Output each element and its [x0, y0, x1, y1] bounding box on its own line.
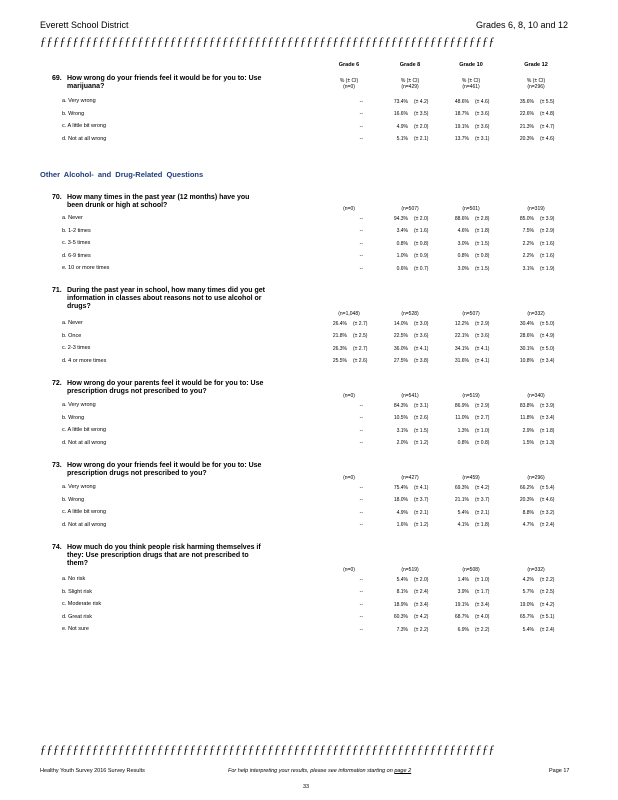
percent-value: 68.7% — [454, 614, 469, 620]
confidence-interval: (± 0.8) — [475, 440, 490, 446]
percent-value: 2.2% — [522, 240, 534, 247]
percent-value: 22.1% — [454, 333, 469, 339]
answer-option: d. 6-9 times — [62, 252, 91, 259]
sample-size: (n=519) — [462, 393, 480, 399]
sample-size: (n=501) — [462, 206, 480, 212]
percent-value: 1.4% — [457, 576, 469, 583]
confidence-interval: (± 4.8) — [540, 111, 555, 117]
sample-size: (n=332) — [527, 311, 545, 317]
answer-option: b. Wrong — [62, 496, 85, 503]
confidence-interval: (± 2.8) — [475, 215, 490, 222]
confidence-interval: (± 2.2) — [540, 576, 555, 583]
question-number: 69. — [52, 75, 62, 82]
percent-value: 5.4% — [396, 576, 408, 583]
percent-value: 18.0% — [393, 497, 408, 503]
percent-value: 6.9% — [457, 626, 469, 633]
confidence-interval: (± 1.8) — [540, 427, 555, 434]
confidence-interval: (± 2.4) — [540, 626, 555, 633]
confidence-interval: (± 2.9) — [475, 402, 490, 409]
percent-value: 0.8% — [457, 440, 469, 446]
percent-value: 25.5% — [332, 358, 347, 364]
percent-value: 1.3% — [457, 427, 469, 434]
grade-10-heading: Grade 10 — [459, 62, 483, 68]
confidence-interval: (± 2.4) — [540, 522, 555, 528]
confidence-interval: (± 2.1) — [475, 509, 490, 516]
confidence-interval: (± 4.1) — [475, 358, 490, 364]
percent-value: 35.6% — [519, 98, 534, 105]
confidence-interval: (± 5.5) — [540, 98, 555, 105]
percent-value: 1.0% — [396, 253, 408, 259]
answer-option: d. Not at all wrong — [62, 135, 107, 142]
confidence-interval: (± 5.4) — [540, 484, 555, 491]
answer-option: a. Never — [62, 320, 83, 326]
sample-size: (n=319) — [527, 206, 545, 212]
percent-value: 69.3% — [454, 484, 469, 491]
percent-value: 65.7% — [519, 614, 534, 620]
confidence-interval: (± 1.9) — [540, 265, 555, 272]
question-70-title: 70. How many times in the past year (12 months) have you been drunk or high at school? — [52, 194, 250, 209]
percent-value: 5.4% — [457, 509, 469, 516]
percent-value: -- — [359, 484, 363, 491]
confidence-interval: (± 2.2) — [475, 626, 490, 633]
answer-option: a. No risk — [62, 576, 86, 582]
confidence-interval: (± 4.2) — [414, 98, 429, 105]
percent-value: 88.6% — [454, 215, 469, 222]
confidence-interval: (± 3.7) — [414, 497, 429, 503]
sample-size: (n=1,048) — [338, 311, 360, 317]
percent-value: 1.6% — [396, 522, 408, 528]
percent-value: 4.9% — [396, 509, 408, 516]
confidence-interval: (± 3.4) — [540, 415, 555, 421]
percent-value: -- — [359, 253, 363, 259]
footer-help-text: For help interpreting your results, please see information starting on page 2 — [228, 768, 412, 774]
pct-ci-header: % (± CI) (n=461) — [461, 78, 481, 90]
sample-size: (n=340) — [527, 393, 545, 399]
percent-value: 4.6% — [457, 228, 469, 234]
confidence-interval: (± 5.0) — [540, 320, 555, 327]
percent-value: -- — [359, 614, 363, 620]
percent-value: 12.2% — [454, 320, 469, 327]
percent-value: 20.3% — [519, 497, 534, 503]
confidence-interval: (± 3.1) — [414, 402, 429, 409]
confidence-interval: (± 3.1) — [475, 136, 490, 142]
pct-ci-header: % (± CI) (n=429) — [400, 78, 420, 90]
percent-value: 36.0% — [393, 345, 408, 352]
percent-value: 19.0% — [519, 601, 534, 608]
question-74-title: 74. How much do you think people risk harming themselves if they: Use prescription drugs that are not prescribed to them? — [52, 544, 261, 567]
percent-value: 13.7% — [454, 136, 469, 142]
answer-option: c. A little bit wrong — [62, 427, 107, 433]
footer-survey-name: Healthy Youth Survey 2016 Survey Results — [40, 768, 145, 774]
answer-option: a. Very wrong — [62, 98, 96, 104]
section-title: Other Alcohol- and Drug-Related Questions — [40, 170, 204, 179]
confidence-interval: (± 4.6) — [540, 497, 555, 503]
percent-value: 11.8% — [520, 415, 534, 421]
percent-value: 0.6% — [396, 265, 408, 272]
percent-value: 14.0% — [393, 320, 408, 327]
page-2-link[interactable]: page 2 — [394, 768, 412, 774]
percent-value: 94.3% — [393, 215, 408, 222]
answer-option: c. A little bit wrong — [62, 509, 107, 515]
sample-size: (n=0) — [343, 475, 355, 481]
percent-value: 19.1% — [454, 601, 469, 608]
confidence-interval: (± 4.2) — [540, 601, 555, 608]
confidence-interval: (± 1.6) — [540, 253, 555, 259]
confidence-interval: (± 2.9) — [475, 320, 490, 327]
percent-value: -- — [359, 626, 363, 633]
percent-value: 73.4% — [393, 98, 408, 105]
answer-option: d. 4 or more times — [62, 357, 107, 364]
answer-option: c. Moderate risk — [62, 601, 102, 607]
answer-option: a. Very wrong — [62, 484, 96, 490]
confidence-interval: (± 2.5) — [353, 333, 368, 339]
percent-value: 85.0% — [519, 215, 534, 222]
pct-ci-header: % (± CI) (n=296) — [526, 78, 546, 90]
percent-value: 10.8% — [519, 358, 534, 364]
answer-option: b. Slight risk — [62, 588, 92, 595]
district-name: Everett School District — [40, 20, 129, 30]
confidence-interval: (± 1.6) — [414, 228, 429, 234]
confidence-interval: (± 2.0) — [414, 576, 429, 583]
percent-value: 27.5% — [393, 358, 408, 364]
percent-value: 18.9% — [393, 601, 408, 608]
percent-value: -- — [359, 522, 363, 528]
pct-ci-header: % (± CI) (n=0) — [339, 78, 359, 90]
answer-option: c. 2-3 times — [62, 345, 91, 351]
answer-option: c. 3-5 times — [62, 240, 91, 246]
sample-size: (n=0) — [343, 393, 355, 399]
percent-value: 21.1% — [454, 497, 469, 503]
percent-value: 60.3% — [393, 614, 408, 620]
sample-size: (n=332) — [527, 567, 545, 573]
answer-option: d. Great risk — [62, 613, 92, 620]
percent-value: 86.9% — [454, 402, 469, 409]
confidence-interval: (± 2.1) — [414, 509, 429, 516]
answer-option: a. Very wrong — [62, 402, 96, 408]
confidence-interval: (± 5.0) — [540, 345, 555, 352]
percent-value: 2.9% — [522, 427, 534, 434]
percent-value: -- — [359, 402, 363, 409]
confidence-interval: (± 2.9) — [540, 228, 555, 234]
percent-value: 11.0% — [455, 415, 469, 421]
percent-value: 3.9% — [457, 589, 469, 595]
percent-value: 48.6% — [454, 98, 469, 105]
confidence-interval: (± 4.1) — [414, 345, 429, 352]
percent-value: 3.1% — [396, 427, 408, 434]
percent-value: 7.5% — [522, 228, 534, 234]
sample-size: (n=519) — [401, 567, 419, 573]
confidence-interval: (± 3.9) — [540, 402, 555, 409]
percent-value: 3.4% — [396, 228, 408, 234]
confidence-interval: (± 2.5) — [540, 589, 555, 595]
confidence-interval: (± 2.6) — [353, 358, 368, 364]
percent-value: 30.1% — [519, 345, 534, 352]
percent-value: 34.1% — [454, 345, 469, 352]
confidence-interval: (± 3.4) — [540, 358, 555, 364]
answer-option: b. Wrong — [62, 110, 85, 117]
percent-value: 3.1% — [522, 265, 534, 272]
percent-value: 8.8% — [522, 509, 534, 516]
percent-value: 26.3% — [332, 345, 347, 352]
confidence-interval: (± 4.2) — [475, 484, 490, 491]
confidence-interval: (± 0.8) — [414, 240, 429, 247]
sample-size: (n=296) — [527, 475, 545, 481]
confidence-interval: (± 4.6) — [475, 98, 490, 105]
percent-value: -- — [359, 136, 363, 142]
confidence-interval: (± 1.6) — [540, 240, 555, 247]
confidence-interval: (± 1.5) — [414, 427, 429, 434]
percent-value: 21.8% — [332, 333, 347, 339]
confidence-interval: (± 3.5) — [414, 111, 429, 117]
confidence-interval: (± 2.6) — [414, 415, 429, 421]
question-73-title: 73. How wrong do your friends feel it would be for you to: Use prescription drugs not prescribed to you? — [52, 462, 262, 477]
sample-size: (n=0) — [343, 567, 355, 573]
percent-value: 16.6% — [393, 111, 408, 117]
percent-value: -- — [359, 427, 363, 434]
sample-size: (n=427) — [401, 475, 419, 481]
confidence-interval: (± 2.2) — [414, 626, 429, 633]
sample-size: (n=507) — [462, 311, 480, 317]
percent-value: -- — [359, 228, 363, 234]
confidence-interval: (± 2.0) — [414, 215, 429, 222]
confidence-interval: (± 3.7) — [475, 497, 490, 503]
sample-size: (n=459) — [462, 475, 480, 481]
grade-12-heading: Grade 12 — [524, 62, 548, 68]
confidence-interval: (± 3.6) — [475, 111, 490, 117]
confidence-interval: (± 2.7) — [353, 320, 368, 327]
percent-value: -- — [359, 589, 363, 595]
confidence-interval: (± 1.7) — [475, 589, 490, 595]
confidence-interval: (± 2.7) — [475, 415, 490, 421]
confidence-interval: (± 0.8) — [475, 253, 490, 259]
confidence-interval: (± 1.3) — [540, 440, 555, 446]
answer-option: d. Not at all wrong — [62, 521, 107, 528]
confidence-interval: (± 1.0) — [475, 427, 490, 434]
confidence-interval: (± 4.0) — [475, 614, 490, 620]
confidence-interval: (± 3.6) — [475, 123, 490, 130]
confidence-interval: (± 1.2) — [414, 440, 429, 446]
percent-value: 0.8% — [396, 240, 408, 247]
percent-value: -- — [359, 576, 363, 583]
sample-size: (n=541) — [401, 393, 419, 399]
grade-6-heading: Grade 6 — [338, 62, 360, 68]
confidence-interval: (± 1.5) — [475, 240, 490, 247]
percent-value: 7.3% — [396, 626, 408, 633]
confidence-interval: (± 2.1) — [414, 136, 429, 142]
percent-value: -- — [359, 415, 363, 421]
percent-value: 2.0% — [396, 440, 408, 446]
bottom-divider: ƒƒƒƒƒƒƒƒƒƒƒƒƒƒƒƒƒƒƒƒƒƒƒƒƒƒƒƒƒƒƒƒƒƒƒƒƒƒƒƒƒƒƒƒƒƒƒƒƒƒƒƒƒƒƒƒƒƒƒƒƒƒƒƒƒƒƒƒƒƒ — [40, 742, 495, 756]
percent-value: 5.4% — [522, 626, 534, 633]
answer-option: c. A little bit wrong — [62, 123, 107, 129]
confidence-interval: (± 3.6) — [414, 333, 429, 339]
percent-value: 8.1% — [396, 589, 408, 595]
percent-value: -- — [359, 509, 363, 516]
confidence-interval: (± 3.0) — [414, 320, 429, 327]
percent-value: -- — [359, 98, 363, 105]
percent-value: 22.5% — [393, 333, 408, 339]
percent-value: -- — [359, 265, 363, 272]
percent-value: 18.7% — [454, 111, 469, 117]
percent-value: 22.6% — [519, 111, 534, 117]
percent-value: -- — [359, 123, 363, 130]
percent-value: 3.0% — [457, 265, 469, 272]
percent-value: 75.4% — [393, 484, 408, 491]
confidence-interval: (± 4.6) — [540, 136, 555, 142]
confidence-interval: (± 1.8) — [475, 522, 490, 528]
confidence-interval: (± 4.1) — [475, 345, 490, 352]
percent-value: 2.2% — [522, 253, 534, 259]
percent-value: 84.3% — [393, 402, 408, 409]
percent-value: -- — [359, 215, 363, 222]
page-number: 33 — [303, 784, 310, 790]
answer-option: a. Never — [62, 215, 83, 221]
percent-value: 4.1% — [457, 522, 469, 528]
confidence-interval: (± 4.9) — [540, 333, 555, 339]
question-71-title: 71. During the past year in school, how many times did you get information in classes about reasons not to use alcohol or drugs? — [52, 287, 265, 310]
confidence-interval: (± 3.2) — [540, 509, 555, 516]
confidence-interval: (± 3.6) — [475, 333, 490, 339]
percent-value: -- — [359, 601, 363, 608]
percent-value: 20.3% — [519, 136, 534, 142]
percent-value: 4.2% — [522, 576, 534, 583]
confidence-interval: (± 1.5) — [475, 265, 490, 272]
sample-size: (n=507) — [401, 206, 419, 212]
percent-value: 30.4% — [519, 320, 534, 327]
percent-value: 4.9% — [396, 123, 408, 130]
confidence-interval: (± 3.4) — [414, 601, 429, 608]
sample-size: (n=508) — [462, 567, 480, 573]
confidence-interval: (± 5.1) — [540, 614, 555, 620]
answer-option: e. 10 or more times — [62, 265, 110, 271]
confidence-interval: (± 3.4) — [475, 601, 490, 608]
percent-value: -- — [359, 440, 363, 446]
confidence-interval: (± 0.7) — [414, 265, 429, 272]
percent-value: 83.8% — [519, 402, 534, 409]
percent-value: -- — [359, 497, 363, 503]
percent-value: 0.8% — [457, 253, 469, 259]
footer-page-label: Page 17 — [549, 768, 570, 774]
answer-option: e. Not sure — [62, 626, 89, 632]
confidence-interval: (± 3.8) — [414, 358, 429, 364]
confidence-interval: (± 1.2) — [414, 522, 429, 528]
percent-value: 31.6% — [454, 358, 469, 364]
question-69-title: 69. How wrong do your friends feel it would be for you to: Use marijuana? — [52, 75, 262, 90]
answer-option: b. 1-2 times — [62, 227, 91, 234]
confidence-interval: (± 1.8) — [475, 228, 490, 234]
percent-value: -- — [359, 111, 363, 117]
sample-size: (n=0) — [343, 206, 355, 212]
percent-value: 5.7% — [522, 589, 534, 595]
confidence-interval: (± 4.1) — [414, 484, 429, 491]
confidence-interval: (± 4.2) — [414, 614, 429, 620]
sample-size: (n=528) — [401, 311, 419, 317]
question-72-title: 72. How wrong do your parents feel it would be for you to: Use prescription drugs not prescribed to you? — [52, 380, 264, 395]
percent-value: -- — [359, 240, 363, 247]
percent-value: 19.1% — [454, 123, 469, 130]
grades-label: Grades 6, 8, 10 and 12 — [476, 20, 569, 30]
confidence-interval: (± 2.4) — [414, 589, 429, 595]
percent-value: 5.1% — [396, 136, 408, 142]
percent-value: 3.0% — [457, 240, 469, 247]
answer-option: b. Once — [62, 332, 82, 339]
grade-8-heading: Grade 8 — [399, 62, 421, 68]
percent-value: 28.6% — [519, 333, 534, 339]
confidence-interval: (± 2.0) — [414, 123, 429, 130]
percent-value: 4.7% — [522, 522, 534, 528]
answer-option: d. Not at all wrong — [62, 439, 107, 446]
percent-value: 1.5% — [522, 440, 534, 446]
percent-value: 21.3% — [519, 123, 534, 130]
confidence-interval: (± 3.9) — [540, 215, 555, 222]
top-divider: ƒƒƒƒƒƒƒƒƒƒƒƒƒƒƒƒƒƒƒƒƒƒƒƒƒƒƒƒƒƒƒƒƒƒƒƒƒƒƒƒƒƒƒƒƒƒƒƒƒƒƒƒƒƒƒƒƒƒƒƒƒƒƒƒƒƒƒƒƒƒ — [40, 34, 495, 48]
confidence-interval: (± 0.9) — [414, 253, 429, 259]
confidence-interval: (± 4.7) — [540, 123, 555, 130]
answer-option: b. Wrong — [62, 414, 85, 421]
confidence-interval: (± 1.0) — [475, 576, 490, 583]
percent-value: 26.4% — [332, 320, 347, 327]
percent-value: 66.2% — [519, 484, 534, 491]
percent-value: 10.5% — [393, 415, 408, 421]
confidence-interval: (± 2.7) — [353, 345, 368, 352]
